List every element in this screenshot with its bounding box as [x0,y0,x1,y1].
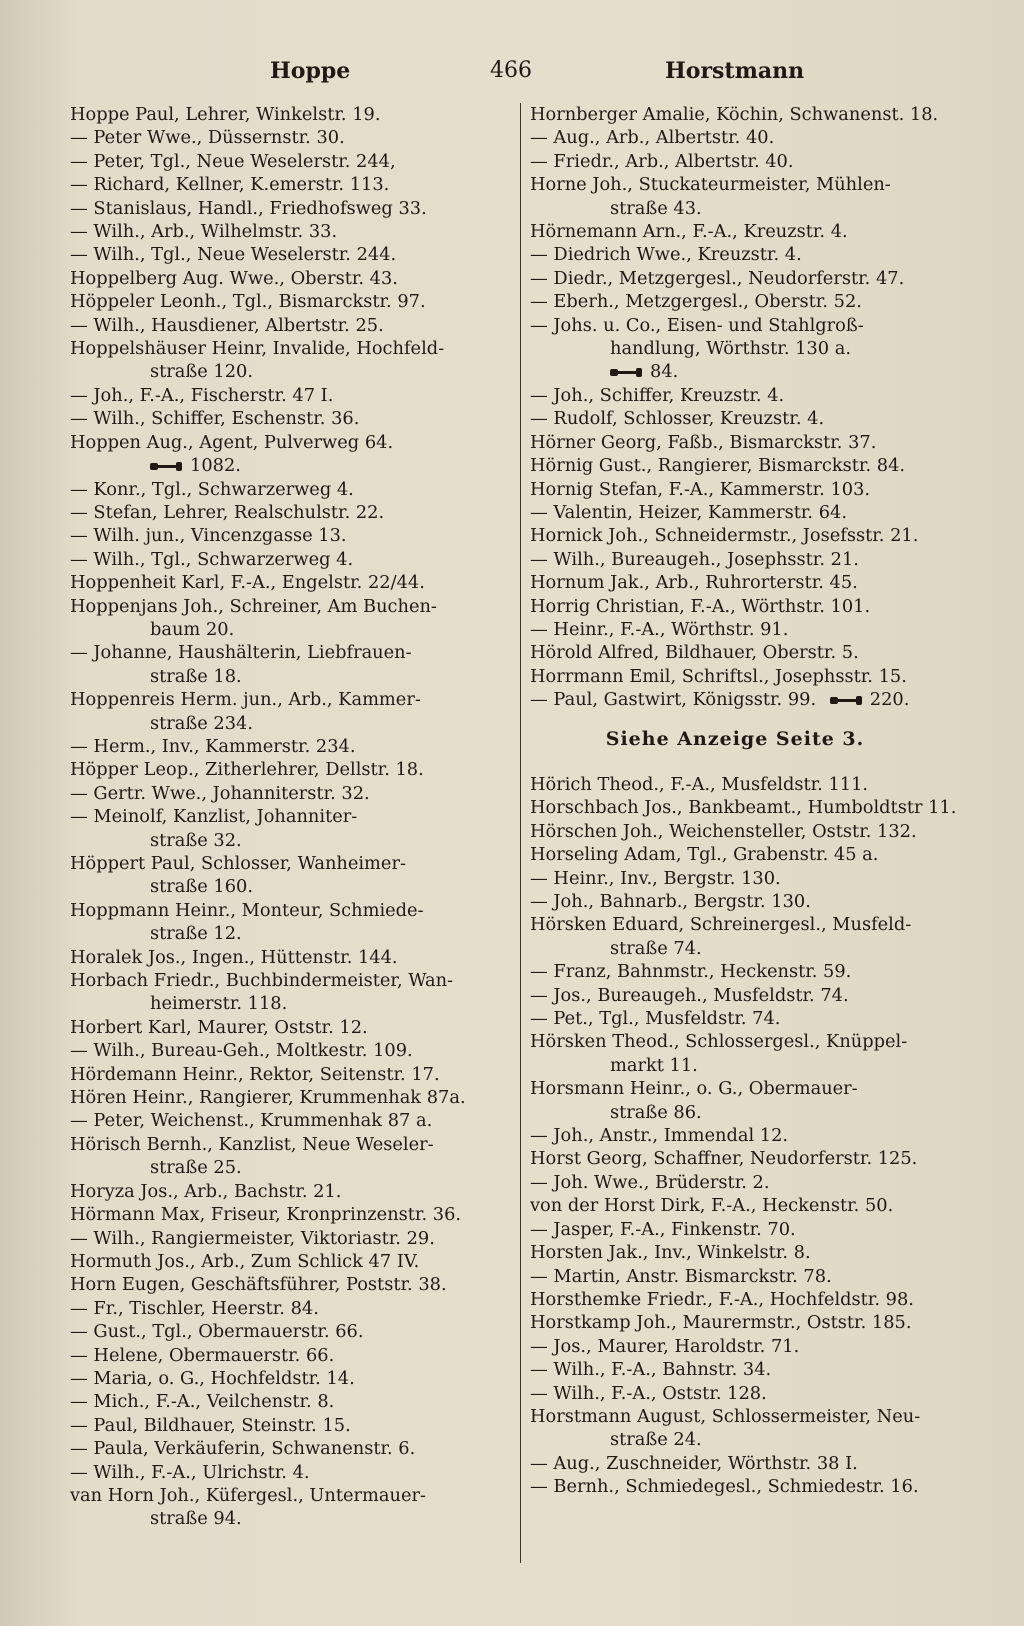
list-item: — Martin, Anstr. Bismarckstr. 78. [530,1265,832,1287]
list-item: Hörnig Gust., Rangierer, Bismarckstr. 84. [530,455,906,477]
list-item: — Jasper, F.-A., Finkenstr. 70. [530,1218,796,1240]
list-item: Hoppenheit Karl, F.-A., Engelstr. 22/44. [70,572,425,594]
list-item: — Peter Wwe., Düssernstr. 30. [70,127,345,149]
list-item: — Wilh., Rangiermeister, Viktoriastr. 29. [70,1227,435,1249]
list-item: — Stanislaus, Handl., Friedhofsweg 33. [70,197,427,219]
list-item: — Valentin, Heizer, Kammerstr. 64. [530,501,847,523]
list-item: Horstmann August, Schlossermeister, Neu- [530,1405,921,1427]
list-item: Horne Joh., Stuckateurmeister, Mühlen- [530,174,891,196]
list-item: — Wilh., F.-A., Ulrichstr. 4. [70,1461,310,1483]
list-item: Hörold Alfred, Bildhauer, Oberstr. 5. [530,642,859,664]
list-item: Hörnemann Arn., F.-A., Kreuzstr. 4. [530,221,848,243]
list-item-continuation: straße 234. [150,712,254,734]
header-left-keyword: Hoppe [270,58,351,84]
phone-number: 84. [650,361,679,383]
list-item-continuation: straße 160. [150,876,254,898]
list-item: Hornick Joh., Schneidermstr., Josefsstr. 21. [530,525,919,547]
list-item: — Diedrich Wwe., Kreuzstr. 4. [530,244,802,266]
list-item: Höppeler Leonh., Tgl., Bismarckstr. 97. [70,291,426,313]
list-item: — Heinr., F.-A., Wörthstr. 91. [530,618,789,640]
list-item: van Horn Joh., Küfergesl., Untermauer- [70,1484,426,1506]
list-item: Hörisch Bernh., Kanzlist, Neue Weseler- [70,1133,434,1155]
telephone-icon [830,694,864,706]
list-item-with-phone [530,688,960,711]
list-item: — Konr., Tgl., Schwarzerweg 4. [70,478,354,500]
list-item: — Herm., Inv., Kammerstr. 234. [70,735,356,757]
list-item-continuation: straße 12. [150,923,242,945]
list-item: Hoppelshäuser Heinr, Invalide, Hochfeld- [70,338,445,360]
list-item: — Johs. u. Co., Eisen- und Stahlgroß- [530,314,864,336]
list-item: — Paul, Gastwirt, Königsstr. 99. [530,689,817,711]
list-item: — Meinolf, Kanzlist, Johanniter- [70,806,358,828]
list-item: — Richard, Kellner, K.emerstr. 113. [70,174,390,196]
list-item: — Gertr. Wwe., Johanniterstr. 32. [70,782,370,804]
header-right-keyword: Horstmann [665,58,805,84]
list-item-continuation: heimerstr. 118. [150,993,288,1015]
list-item: — Wilh., F.-A., Oststr. 128. [530,1382,767,1404]
list-item: — Gust., Tgl., Obermauerstr. 66. [70,1321,364,1343]
list-item: Hörmann Max, Friseur, Kronprinzenstr. 36. [70,1204,462,1226]
list-item: Höpper Leop., Zitherlehrer, Dellstr. 18. [70,759,424,781]
list-item: Hördemann Heinr., Rektor, Seitenstr. 17. [70,1063,440,1085]
list-item: Horbach Friedr., Buchbindermeister, Wan- [70,970,454,992]
list-item: — Mich., F.-A., Veilchenstr. 8. [70,1391,335,1413]
list-item: — Joh., Bahnarb., Bergstr. 130. [530,891,811,912]
list-item: — Diedr., Metzgergesl., Neudorferstr. 47. [530,267,905,289]
list-item: Hören Heinr., Rangierer, Krummenhak 87a. [70,1087,466,1109]
list-item: Hörner Georg, Faßb., Bismarckstr. 37. [530,431,877,453]
list-item: Hörschen Joh., Weichensteller, Oststr. 132. [530,820,917,842]
list-item: — Wilh., Tgl., Neue Weselerstr. 244. [70,244,397,266]
list-item: Hoppmann Heinr., Monteur, Schmiede- [70,899,424,921]
list-item: Hoppen Aug., Agent, Pulverweg 64. [70,431,394,453]
list-item: Hornig Stefan, F.-A., Kammerstr. 103. [530,478,871,500]
list-item-continuation: straße 74. [610,937,702,959]
list-item: — Jos., Maurer, Haroldstr. 71. [530,1335,800,1357]
list-item: Horrig Christian, F.-A., Wörthstr. 101. [530,595,871,617]
list-item: — Wilh., Hausdiener, Albertstr. 25. [70,314,384,336]
list-item: — Eberh., Metzgergesl., Oberstr. 52. [530,291,862,313]
list-item: — Friedr., Arb., Albertstr. 40. [530,150,794,172]
column-divider [520,103,521,1563]
list-item: Horrmann Emil, Schriftsl., Josephsstr. 15. [530,665,907,687]
list-item: — Franz, Bahnmstr., Heckenstr. 59. [530,961,852,983]
list-item: — Wilh., Bureau-Geh., Moltkestr. 109. [70,1040,413,1062]
list-item: — Heinr., Inv., Bergstr. 130. [530,867,781,889]
list-item-continuation: straße 86. [610,1101,702,1123]
list-item: — Wilh., F.-A., Bahnstr. 34. [530,1359,772,1381]
list-item: Horyza Jos., Arb., Bachstr. 21. [70,1180,342,1202]
list-item: Horsten Jak., Inv., Winkelstr. 8. [530,1242,811,1264]
phone-number: 220. [869,689,910,711]
list-item: — Rudolf, Schlosser, Kreuzstr. 4. [530,408,825,430]
list-item-continuation: markt 11. [610,1054,698,1076]
list-item: Horseling Adam, Tgl., Grabenstr. 45 a. [530,844,879,866]
list-item: — Joh. Wwe., Brüderstr. 2. [530,1171,770,1193]
list-item: Horbert Karl, Maurer, Oststr. 12. [70,1016,368,1038]
list-item: Hoppelberg Aug. Wwe., Oberstr. 43. [70,267,398,289]
list-item: Horn Eugen, Geschäftsführer, Poststr. 38. [70,1274,447,1296]
list-item: — Joh., Schiffer, Kreuzstr. 4. [530,384,785,406]
advertisement-notice: Siehe Anzeige Seite 3. [605,727,865,750]
telephone-icon [610,366,644,378]
list-item-continuation: straße 43. [610,197,702,219]
list-item-continuation: straße 94. [150,1508,242,1530]
list-item: Hoppenjans Joh., Schreiner, Am Buchen- [70,595,437,617]
phone-line [530,360,960,383]
list-item: Hörich Theod., F.-A., Musfeldstr. 111. [530,773,869,795]
list-item: — Wilh., Schiffer, Eschenstr. 36. [70,408,360,430]
list-item: — Maria, o. G., Hochfeldstr. 14. [70,1367,355,1389]
list-item: Hoppenreis Herm. jun., Arb., Kammer- [70,689,421,711]
list-item: — Joh., F.-A., Fischerstr. 47 I. [70,384,334,406]
list-item: — Wilh., Arb., Wilhelmstr. 33. [70,221,338,243]
list-item: Hornum Jak., Arb., Ruhrorterstr. 45. [530,572,858,594]
list-item: — Jos., Bureaugeh., Musfeldstr. 74. [530,984,849,1006]
list-item: Horschbach Jos., Bankbeamt., Humboldtstr 11. [530,797,957,819]
list-item: — Paula, Verkäuferin, Schwanenstr. 6. [70,1438,416,1460]
list-item: — Johanne, Haushälterin, Liebfrauen- [70,642,412,664]
list-item: von der Horst Dirk, F.-A., Heckenstr. 50. [530,1195,894,1217]
list-item-continuation: straße 120. [150,361,254,383]
phone-line [70,454,500,477]
list-item: — Pet., Tgl., Musfeldstr. 74. [530,1008,781,1030]
list-item: Horstkamp Joh., Maurermstr., Oststr. 185. [530,1312,912,1334]
list-item: — Joh., Anstr., Immendal 12. [530,1125,789,1147]
list-item: Hornberger Amalie, Köchin, Schwanenst. 18. [530,104,939,125]
list-item-continuation: straße 25. [150,1157,242,1179]
page-number: 466 [490,58,532,83]
list-item-continuation: straße 32. [150,829,242,851]
list-item: Hoppe Paul, Lehrer, Winkelstr. 19. [70,104,381,125]
list-item: — Wilh., Tgl., Schwarzerweg 4. [70,548,354,570]
list-item: — Paul, Bildhauer, Steinstr. 15. [70,1414,351,1436]
list-item-continuation: baum 20. [150,618,235,640]
left-column [70,103,500,1531]
list-item: Horsmann Heinr., o. G., Obermauer- [530,1078,858,1100]
list-item: — Peter, Tgl., Neue Weselerstr. 244, [70,150,396,172]
list-item: — Wilh., Bureaugeh., Josephsstr. 21. [530,548,859,570]
list-item: Horsthemke Friedr., F.-A., Hochfeldstr. 98. [530,1288,914,1310]
phone-number: 1082. [190,455,241,477]
list-item: — Aug., Zuschneider, Wörthstr. 38 I. [530,1452,858,1474]
list-item: — Helene, Obermauerstr. 66. [70,1344,335,1366]
list-item: Horalek Jos., Ingen., Hüttenstr. 144. [70,946,398,968]
list-item: — Aug., Arb., Albertstr. 40. [530,127,775,149]
list-item: Hörsken Theod., Schlossergesl., Knüppel- [530,1031,908,1053]
list-item: Hörsken Eduard, Schreinergesl., Musfeld- [530,914,912,936]
list-item: Höppert Paul, Schlosser, Wanheimer- [70,853,406,874]
list-item-continuation: straße 24. [610,1429,702,1451]
list-item: — Bernh., Schmiedegesl., Schmiedestr. 16. [530,1476,919,1498]
list-item: — Peter, Weichenst., Krummenhak 87 a. [70,1110,433,1132]
list-item: — Wilh. jun., Vincenzgasse 13. [70,525,347,547]
list-item: — Fr., Tischler, Heerstr. 84. [70,1297,319,1319]
page-header [0,58,1024,94]
list-item: — Stefan, Lehrer, Realschulstr. 22. [70,501,385,523]
right-column [530,103,960,1499]
list-item-continuation: straße 18. [150,665,242,687]
list-item: Horst Georg, Schaffner, Neudorferstr. 125. [530,1148,918,1170]
telephone-icon [150,460,184,472]
list-item-continuation: handlung, Wörthstr. 130 a. [610,338,852,360]
list-item: Hormuth Jos., Arb., Zum Schlick 47 IV. [70,1250,420,1272]
